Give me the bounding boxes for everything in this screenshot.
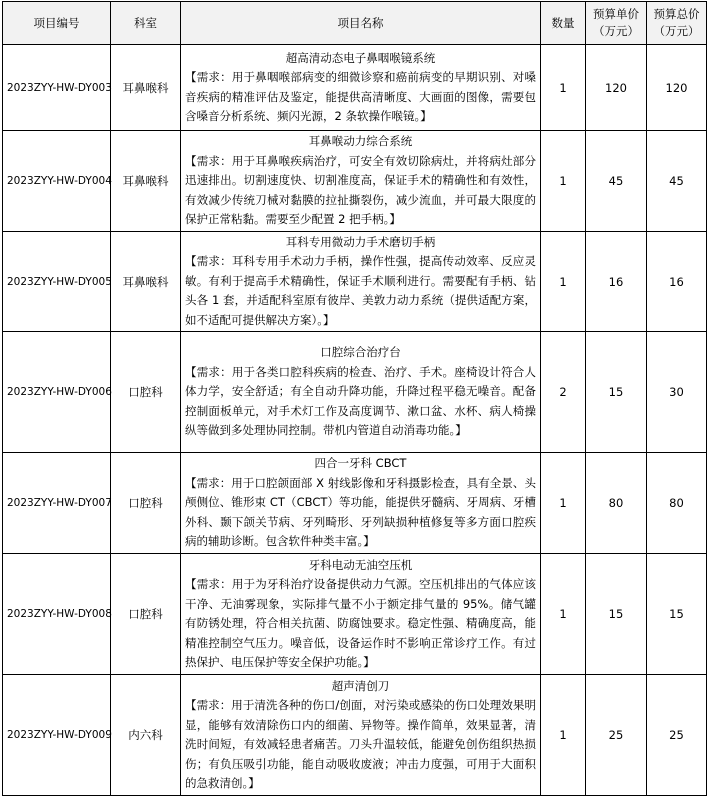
cell-code: 2023ZYY-HW-DY005 <box>3 232 111 332</box>
cell-qty: 2 <box>541 332 586 453</box>
cell-code: 2023ZYY-HW-DY004 <box>3 131 111 232</box>
header-row <box>3 2 707 45</box>
table-row <box>3 232 707 332</box>
item-description: 【需求：用于耳鼻喉疾病治疗，可安全有效切除病灶，并将病灶部分迅速排出。切割速度快、切割准度高，保证手术的精确性和有效性，有效减少传统刀械对黏膜的拉扯撕裂伤，减少流血，并可最大限度的保护正常粘黏。需要至少配置 2 把手柄。】 <box>185 153 536 227</box>
cell-unit-price: 25 <box>586 675 647 796</box>
cell-total-price: 30 <box>647 332 707 453</box>
cell-total-price: 120 <box>647 45 707 131</box>
table-row <box>3 554 707 675</box>
cell-name <box>181 453 541 554</box>
cell-code: 2023ZYY-HW-DY008 <box>3 554 111 675</box>
cell-code: 2023ZYY-HW-DY003 <box>3 45 111 131</box>
cell-dept: 口腔科 <box>111 453 181 554</box>
cell-unit-price: 15 <box>586 554 647 675</box>
item-description: 【需求：用于各类口腔科疾病的检查、治疗、手术。座椅设计符合人体力学，安全舒适；有全自动升降功能，升降过程平稳无噪音。配备控制面板单元，对手术灯工作及高度调节、漱口盆、水杯、病人椅操纵等做到多处理协同控制。带机内管道自动消毒功能。】 <box>185 364 536 438</box>
table-row <box>3 131 707 232</box>
cell-dept: 耳鼻喉科 <box>111 45 181 131</box>
cell-name <box>181 131 541 232</box>
header-dept: 科室 <box>111 2 181 45</box>
header-unit-price-line1: 预算单价 <box>593 7 639 21</box>
item-description: 【需求：用于口腔颌面部 X 射线影像和牙科摄影检查，具有全景、头颅侧位、锥形束 CT（CBCT）等功能，能提供牙髓病、牙周病、牙槽外科、颞下颌关节病、牙列畸形、牙列缺损种植修复等多方面口腔疾病的辅助诊断。包含软件种类丰富。】 <box>185 475 536 549</box>
cell-name <box>181 232 541 332</box>
cell-name <box>181 675 541 796</box>
cell-total-price: 15 <box>647 554 707 675</box>
cell-qty: 1 <box>541 675 586 796</box>
cell-dept: 口腔科 <box>111 332 181 453</box>
item-description: 【需求：用于鼻咽喉部病变的细微诊察和癌前病变的早期识别、对嗓音疾病的精准评估及鉴定，能提供高清晰度、大画面的图像，需要包含嗓音分析系统、频闪光源，2 条软操作喉镜。】 <box>185 70 536 123</box>
cell-name <box>181 332 541 453</box>
cell-total-price: 25 <box>647 675 707 796</box>
item-title: 口腔综合治疗台 <box>320 345 401 360</box>
header-unit-price-line2: （万元） <box>593 24 639 38</box>
cell-code: 2023ZYY-HW-DY006 <box>3 332 111 453</box>
cell-dept: 内六科 <box>111 675 181 796</box>
cell-unit-price: 120 <box>586 45 647 131</box>
cell-code: 2023ZYY-HW-DY007 <box>3 453 111 554</box>
table-row <box>3 332 707 453</box>
cell-dept: 耳鼻喉科 <box>111 131 181 232</box>
cell-total-price: 45 <box>647 131 707 232</box>
cell-qty: 1 <box>541 453 586 554</box>
cell-unit-price: 45 <box>586 131 647 232</box>
item-title: 超声清创刀 <box>331 678 390 693</box>
header-name: 项目名称 <box>181 2 541 45</box>
cell-qty: 1 <box>541 554 586 675</box>
item-title: 超高清动态电子鼻咽喉镜系统 <box>285 50 436 65</box>
cell-name <box>181 554 541 675</box>
item-title: 耳科专用微动力手术磨切手柄 <box>285 234 436 249</box>
cell-dept: 耳鼻喉科 <box>111 232 181 332</box>
item-title: 耳鼻喉动力综合系统 <box>308 134 413 149</box>
cell-total-price: 16 <box>647 232 707 332</box>
header-qty: 数量 <box>541 2 586 45</box>
header-unit-price <box>586 2 647 45</box>
item-description: 【需求：用于为牙科治疗设备提供动力气源。空压机排出的气体应该干净、无油雾现象，实际排气量不小于额定排气量的 95%。储气罐有防锈处理，符合相关抗菌、防腐蚀要求。稳定性强、精确度高，能精准控制空气压力。噪音低，设备运作时不影响正常诊疗工作。有过热保护、电压保护等安全保护功能。】 <box>185 577 536 669</box>
item-description: 【需求：用于清洗各种的伤口/创面，对污染或感染的伤口处理效果明显，能够有效清除伤口内的细菌、异物等。操作简单，效果显著，清洗时间短，有效减轻患者痛苦。刀头升温较低，能避免创伤组织热损伤；有负压吸引功能，能自动吸收废液；冲击力度强，可用于大面积的急救清创。】 <box>185 698 536 790</box>
cell-qty: 1 <box>541 131 586 232</box>
table-row <box>3 675 707 796</box>
cell-qty: 1 <box>541 45 586 131</box>
procurement-table <box>2 1 707 796</box>
cell-dept: 口腔科 <box>111 554 181 675</box>
cell-name <box>181 45 541 131</box>
table-row <box>3 45 707 131</box>
cell-code: 2023ZYY-HW-DY009 <box>3 675 111 796</box>
item-description: 【需求：耳科专用手术动力手柄，操作性强，提高传动效率、反应灵敏。有利于提高手术精确性，保证手术顺利进行。需要配有手柄、钻头各 1 套，并适配科室原有彼岸、美敦力动力系统（提供适配方案，如不适配可提供解决方案）。】 <box>185 254 536 327</box>
cell-unit-price: 15 <box>586 332 647 453</box>
header-total-price-line2: （万元） <box>653 24 700 38</box>
item-title: 牙科电动无油空压机 <box>308 557 413 572</box>
cell-unit-price: 16 <box>586 232 647 332</box>
cell-total-price: 80 <box>647 453 707 554</box>
cell-unit-price: 80 <box>586 453 647 554</box>
header-code: 项目编号 <box>3 2 111 45</box>
item-title: 四合一牙科 CBCT <box>314 456 407 471</box>
table-row <box>3 453 707 554</box>
cell-qty: 1 <box>541 232 586 332</box>
header-total-price-line1: 预算总价 <box>653 7 700 21</box>
header-total-price <box>647 2 707 45</box>
